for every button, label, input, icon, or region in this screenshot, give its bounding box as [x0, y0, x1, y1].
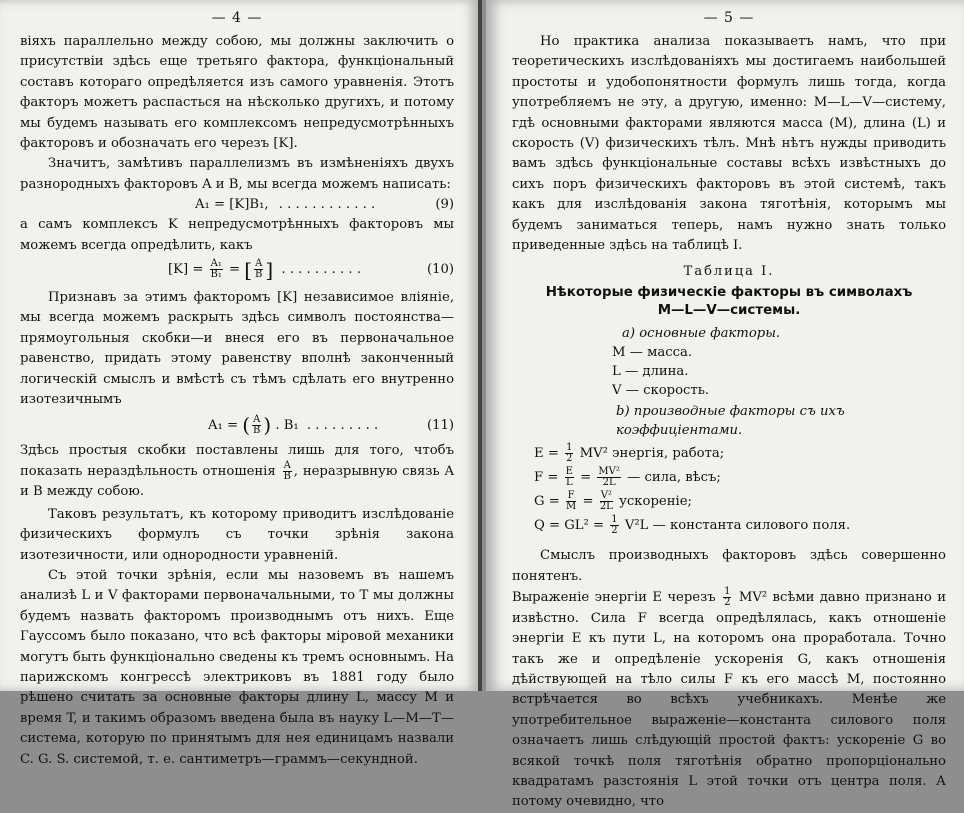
paragraph: Выраженіе энергіи E черезъ $\frac{1}{2}$ MV² всѣми давно признано и извѣстно. Сила F всегда опредѣлялась, какъ отношеніе энергіи E къ пути L, на которомъ она проработала. Точно такъ же и опредѣленіе ускоренія G, какъ отношенія дѣйствующей на тѣло силы F къ его массѣ M, постоянно встрѣчается во всѣхъ учебникахъ. Менѣе же употребительное выраженіе—константа силового поля означаетъ лишь слѣдующій простой фактъ: ускореніе G во всякой точкѣ поля тяготѣнія обратно пропорціонально квадратамъ разстоянія L этой точки отъ центра поля. А потому очевидно, что — [512, 586, 947, 810]
list-item: L — длина. — [612, 364, 689, 380]
paragraph: Таковъ результатъ, къ которому приводитъ изслѣдованіе физическихъ формулъ съ точки зрѣнія закона изотезичности, или однородности уравненій. — [20, 506, 455, 563]
formula-force: F = $\frac{E}{L}$ = $\frac{\text{MV²}}{2L}$ — сила, вѣсъ; — [534, 466, 721, 489]
page-number: — 4 — — [211, 10, 263, 26]
book-gutter — [478, 0, 482, 691]
equation-number: (10) — [426, 262, 455, 278]
section-basic-factors: а) основные факторы. — [622, 326, 781, 342]
paragraph: Значитъ, замѣтивъ параллелизмъ въ измѣненіяхъ двухъ разнородныхъ факторовъ A и B, мы всегда можемъ написать: — [20, 156, 455, 192]
paragraph: Смыслъ производныхъ факторовъ здѣсь совершенно понятенъ. — [512, 548, 947, 584]
equation-lhs: A₁ = — [208, 417, 239, 433]
list-item: V — скорость. — [612, 383, 710, 399]
fraction: $\frac{A}{B}$ — [283, 459, 291, 482]
fraction: $\frac{A}{B}$ — [253, 413, 261, 436]
equation-rhs: . B₁ — [275, 417, 299, 433]
equation-dots: . . . . . . . . . . . . — [278, 197, 376, 213]
equation-9 — [20, 195, 454, 215]
paren-close: ) — [263, 413, 272, 437]
equation-lhs: [K] = — [168, 262, 204, 278]
formula-field-constant: Q = GL² = $\frac{1}{2}$ V²L — константа силового поля. — [534, 514, 851, 537]
fraction: $\frac{\text{A₁}}{\text{B₁}}$ — [210, 258, 222, 281]
fraction: $\frac{1}{2}$ — [566, 442, 573, 465]
left-page — [0, 0, 478, 767]
list-item: M — масса. — [612, 345, 693, 361]
fraction: $\frac{A}{B}$ — [255, 258, 263, 281]
page-number: — 5 — — [703, 10, 755, 26]
fraction: $\frac{\text{V²}}{2L}$ — [599, 490, 613, 513]
equation-dots: . . . . . . . . . . — [281, 262, 362, 278]
paragraph: Съ этой точки зрѣнія, если мы назовемъ въ нашемъ анализѣ L и V факторами первоначальными, то T мы должны будемъ назвать факторомъ производнымъ отъ нихъ. Еще Гауссомъ было показано, что всѣ факторы міровой механики могутъ быть функціонально сведены къ тремъ основнымъ. На парижскомъ конгрессѣ электриковъ въ 1881 году было рѣшено считать за основные факторы длину L, массу M и время T, и такимъ образомъ введена была въ науку L—M—T—система, которую по принятымъ для нея единицамъ назвали C. G. S. системой, т. е. сантиметръ—граммъ—секундной. — [20, 567, 455, 767]
paragraph: Но практика анализа показываетъ намъ, что при теоретическихъ изслѣдованіяхъ мы достигаемъ наибольшей простоты и удобопонятности формулъ лишь тогда, когда употребляемъ не эту, а другую, именно: M—L—V—систему, гдѣ основными факторами являются масса (M), длина (L) и скорость (V) физическихъ тѣлъ. Мнѣ нѣтъ нужды приводить вамъ здѣсь функціональные составы всѣхъ извѣстныхъ до сихъ поръ физическихъ факторовъ въ этой системѣ, такъ какъ для изслѣдованія закона тяготѣнія, которымъ мы будемъ заниматься теперь, намъ нужно знать только приведенные здѣсь на таблицѣ I. — [512, 34, 947, 254]
bracket-close: ] — [265, 257, 274, 282]
formula-energy: E = $\frac{1}{2}$ MV² энергія, работа; — [534, 442, 725, 465]
fraction: $\frac{F}{M}$ — [565, 490, 577, 513]
paren-open: ( — [242, 413, 251, 437]
fraction: $\frac{1}{2}$ — [611, 514, 618, 537]
bracket-open: [ — [244, 257, 253, 282]
equation-dots: . . . . . . . . . — [306, 417, 379, 433]
formula-acceleration: G = $\frac{F}{M}$ = $\frac{\text{V²}}{2L}$ ускореніе; — [534, 490, 692, 513]
equation-11 — [20, 411, 454, 441]
equation-number: (11) — [426, 417, 455, 433]
paragraph: віяхъ параллельно между собою, мы должны заключить о присутствіи здѣсь еще третьяго фактора, функціональный составъ котораго опредѣляется изъ самого уравненія. Этотъ факторъ можетъ распасться на нѣсколько другихъ, и потому мы будемъ называть его комплексомъ непредусмотрѣнныхъ факторовъ и обозначать его черезъ [K]. — [20, 34, 455, 152]
equation-10 — [20, 256, 454, 284]
section-derived-factors: b) производные факторы съ ихъ коэффиціентами. — [616, 404, 845, 439]
paragraph: Признавъ за этимъ факторомъ [K] независимое вліяніе, мы всегда можемъ раскрыть здѣсь символъ постоянства—прямоугольныя скобки—и внеся его въ первоначальное равенство, придать этому равенству вполнѣ законченный логическій смыслъ и вмѣстѣ съ тѣмъ сдѣлать его внутренно изотезичнымъ — [20, 290, 455, 408]
paragraph: Здѣсь простыя скобки поставлены лишь для того, чтобъ показать нераздѣльность отношенія $\frac{A}{B}$ , неразрывную связь A и B между собою. — [20, 442, 455, 500]
fraction: $\frac{\text{MV²}}{2L}$ — [598, 466, 620, 489]
equation-number: (9) — [435, 197, 455, 213]
table-title: Нѣкоторые физическіе факторы въ символахъ — [545, 285, 913, 301]
table-subtitle: M—L—V—системы. — [657, 303, 801, 319]
right-page — [486, 0, 964, 810]
fraction: $\frac{1}{2}$ — [724, 586, 731, 609]
fraction: $\frac{E}{L}$ — [565, 466, 573, 489]
equals-sign: = — [229, 262, 241, 278]
paragraph: а самъ комплексъ K непредусмотрѣнныхъ факторовъ мы можемъ всегда опредѣлить, какъ — [20, 217, 455, 253]
table-caption: Таблица I. — [683, 264, 775, 280]
equation-lhs: A₁ = [K]B₁, — [195, 197, 269, 213]
